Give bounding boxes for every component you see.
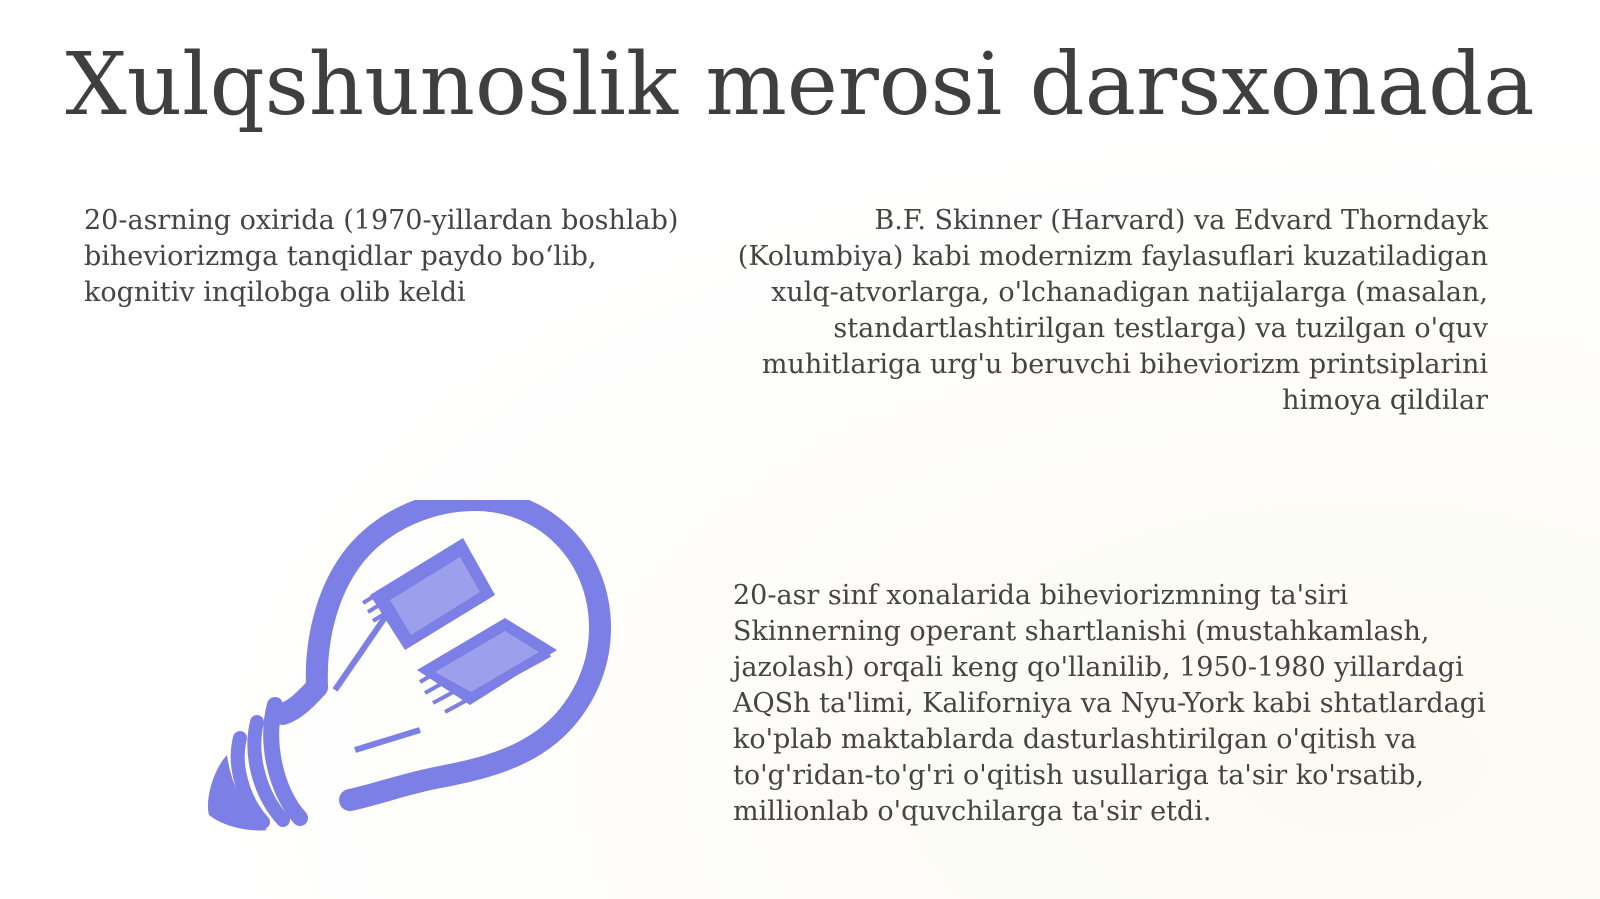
paragraph-top-right: B.F. Skinner (Harvard) va Edvard Thorndayk (Kolumbiya) kabi modernizm faylasuflari kuzatiladigan xulq-atvorlarga, o'lchanadigan natijalarga (masalan, standartlashtirilgan testlarga) va tuzilgan o'quv muhitlariga urg'u beruvchi biheviorizm printsiplarini himoya qildilar [737, 205, 1488, 416]
lightbulb-book-icon [205, 500, 615, 840]
paragraph-bottom-right: 20-asr sinf xonalarida biheviorizmning ta'siri Skinnerning operant shartlanishi (mustahkamlash, jazolash) orqali keng qo'llanilib, 1950-1980 yillardagi AQSh ta'limi, Kaliforniya va Nyu-York kabi shtatlardagi ko'plab maktablarda dasturlashtirilgan o'qitish va to'g'ridan-to'g'ri o'qitish usullariga ta'sir ko'rsatib, millionlab o'quvchilarga ta'sir etdi. [733, 580, 1486, 827]
slide-title: Xulqshunoslik merosi darsxonada [65, 35, 1535, 135]
paragraph-top-left: 20-asrning oxirida (1970-yillardan boshlab) biheviorizmga tanqidlar paydo bo‘lib, kognitiv inqilobga olib keldi [84, 205, 679, 308]
